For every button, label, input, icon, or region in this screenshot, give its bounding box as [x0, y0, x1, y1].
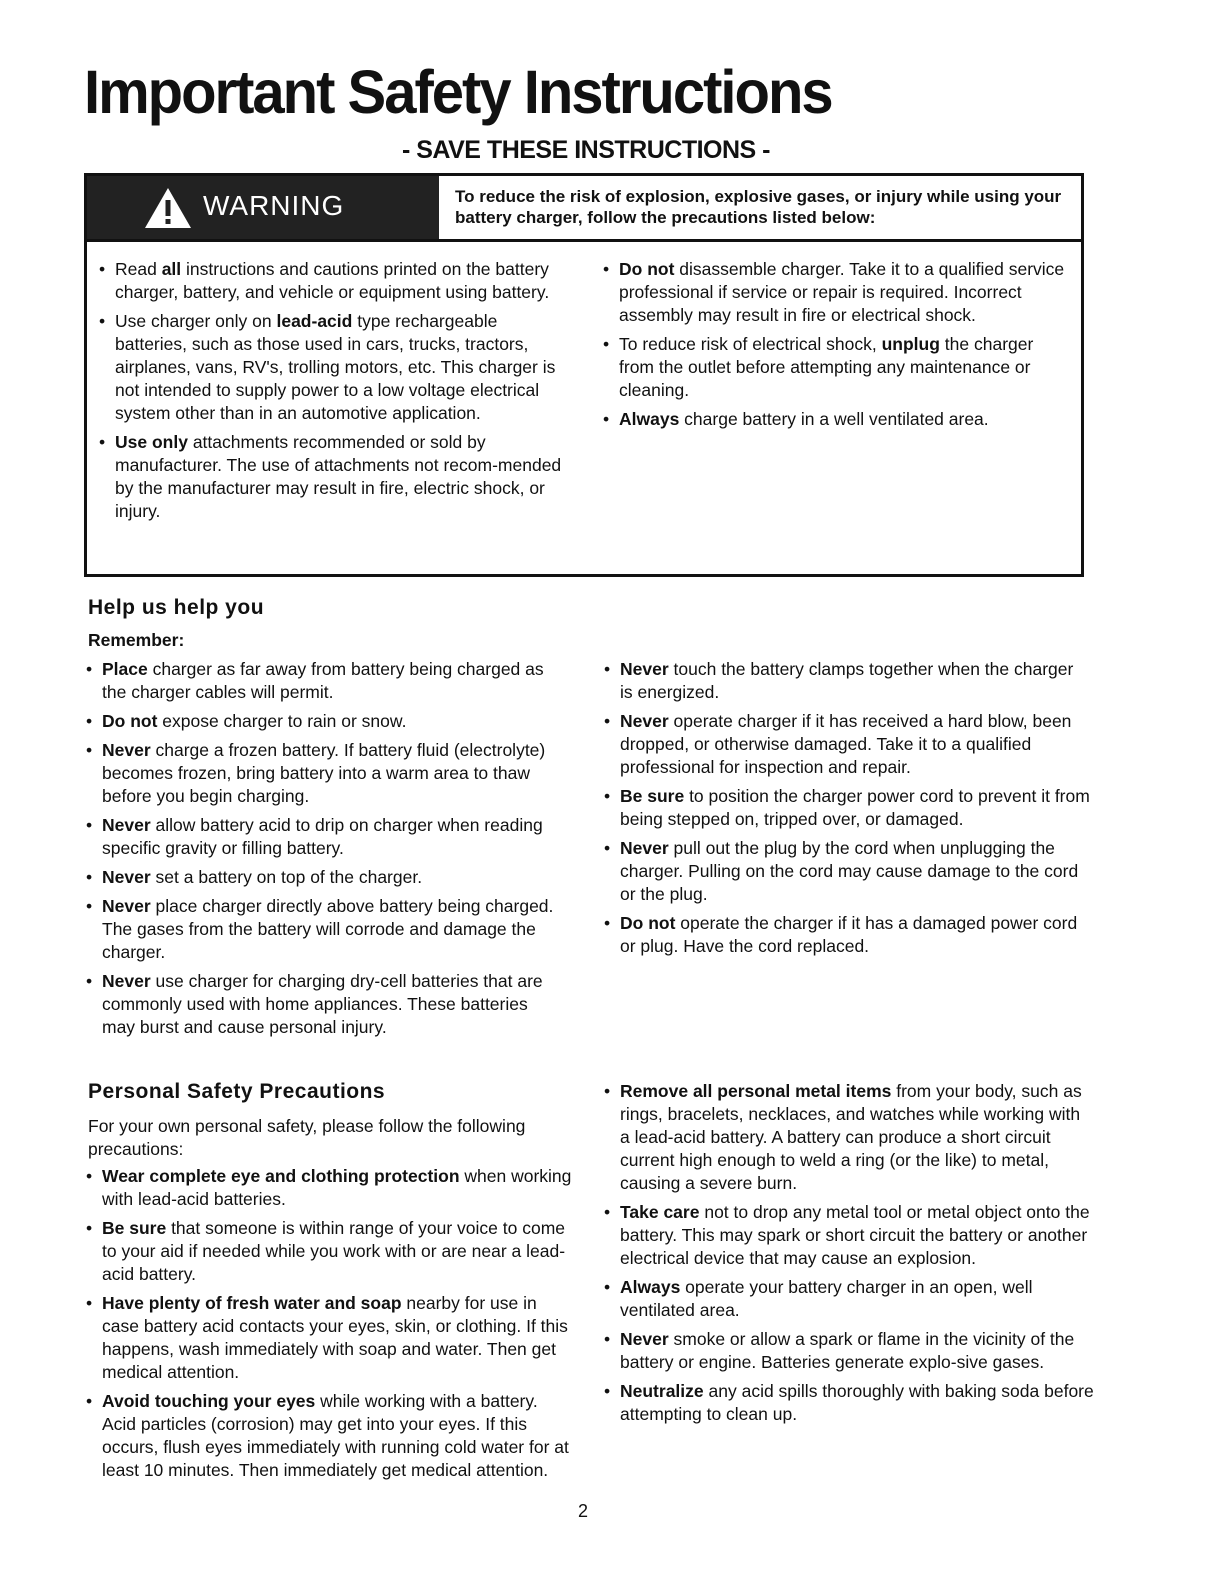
list-item	[99, 310, 574, 425]
page-number: 2	[578, 1501, 589, 1521]
item-emphasis: Do not	[102, 711, 158, 731]
item-emphasis: Always	[619, 409, 680, 429]
item-emphasis: Always	[620, 1277, 681, 1297]
item-text: pull out the plug by the cord when unplugging the charger. Pulling on the cord may cause damage to the cord or the plug.	[620, 838, 1079, 904]
item-text: nearby for use in case battery acid contacts your eyes, skin, or clothing. If this happens, wash immediately with soap and water. Then get medical attention.	[102, 1293, 568, 1382]
personal-right-list	[604, 1080, 1094, 1426]
list-item	[86, 710, 556, 733]
list-item	[603, 333, 1073, 402]
item-text: operate the charger if it has a damaged power cord or plug. Have the cord replaced.	[620, 913, 1078, 956]
item-emphasis: unplug	[881, 334, 940, 354]
item-text: Read	[115, 259, 162, 279]
item-emphasis: Never	[620, 711, 669, 731]
list-item	[86, 658, 556, 704]
item-emphasis: Be sure	[620, 786, 685, 806]
list-item	[86, 1217, 572, 1286]
item-text: that someone is within range of your voice to come to your aid if needed while you work with or are near a lead-acid battery.	[102, 1218, 566, 1284]
item-emphasis: Never	[102, 815, 151, 835]
item-emphasis: all	[161, 259, 182, 279]
remember-label: Remember:	[88, 630, 185, 650]
list-item	[99, 431, 574, 523]
help-left-column	[86, 658, 556, 1045]
item-text: expose charger to rain or snow.	[157, 711, 407, 731]
list-item	[604, 1080, 1094, 1195]
help-right-list	[604, 658, 1090, 958]
list-item	[604, 1276, 1094, 1322]
item-text: charge a frozen battery. If battery fluid (electrolyte) becomes frozen, bring battery into a warm area to thaw before you begin charging.	[102, 740, 546, 806]
item-emphasis: Have plenty of fresh water and soap	[102, 1293, 402, 1313]
item-text: disassemble charger. Take it to a qualified service professional if service or repair is required. Incorrect assembly may result in fire or electrical shock.	[619, 259, 1065, 325]
item-text: from your body, such as rings, bracelets, necklaces, and watches while working with a lead-acid battery. A battery can produce a short circuit current high enough to weld a ring (or the like) to metal, causing a severe burn.	[620, 1081, 1082, 1193]
item-emphasis: Place	[102, 659, 148, 679]
warning-header	[87, 176, 1081, 242]
item-text: use charger for charging dry-cell batteries that are commonly used with home appliances. These batteries may burst and cause personal injury.	[102, 971, 543, 1037]
item-text: the charger from the outlet before attempting any maintenance or cleaning.	[619, 334, 1034, 400]
item-emphasis: Never	[620, 659, 669, 679]
personal-left-column	[86, 1165, 572, 1488]
list-item	[99, 258, 574, 304]
list-item	[604, 710, 1090, 779]
warning-label: WARNING	[203, 190, 345, 221]
item-text: any acid spills thoroughly with baking soda before attempting to clean up.	[620, 1381, 1094, 1424]
list-item	[86, 1165, 572, 1211]
page-subtitle: - SAVE THESE INSTRUCTIONS -	[401, 136, 770, 164]
warning-right-column	[603, 258, 1073, 437]
help-section-title: Help us help you	[88, 596, 265, 619]
item-text: place charger directly above battery being charged. The gases from the battery will corrode and damage the charger.	[102, 896, 554, 962]
item-text: to position the charger power cord to prevent it from being stepped on, tripped over, or damaged.	[620, 786, 1090, 829]
help-left-list	[86, 658, 556, 1039]
item-emphasis: Never	[102, 971, 151, 991]
item-emphasis: Neutralize	[620, 1381, 704, 1401]
warning-left-column	[99, 258, 574, 529]
item-emphasis: Do not	[620, 913, 676, 933]
list-item	[604, 1328, 1094, 1374]
list-item	[86, 1390, 572, 1482]
item-emphasis: Never	[620, 1329, 669, 1349]
item-text: charge battery in a well ventilated area.	[679, 409, 989, 429]
warning-badge	[87, 176, 439, 239]
item-emphasis: Remove all personal metal items	[620, 1081, 892, 1101]
warning-right-list	[603, 258, 1073, 431]
list-item	[604, 1201, 1094, 1270]
warning-triangle-icon	[143, 186, 193, 230]
item-emphasis: Never	[102, 896, 151, 916]
page-title: Important Safety Instructions	[84, 58, 832, 127]
help-right-column	[604, 658, 1090, 964]
item-text: not to drop any metal tool or metal object onto the battery. This may spark or short circuit the battery or another electrical device that may cause an explosion.	[620, 1202, 1090, 1268]
list-item	[86, 814, 556, 860]
item-emphasis: Never	[102, 867, 151, 887]
item-text: allow battery acid to drip on charger when reading specific gravity or filling battery.	[102, 815, 543, 858]
item-text: smoke or allow a spark or flame in the vicinity of the battery or engine. Batteries generate explo-sive gases.	[620, 1329, 1075, 1372]
item-emphasis: Avoid touching your eyes	[102, 1391, 316, 1411]
list-item	[86, 970, 556, 1039]
item-text: attachments recommended or sold by manufacturer. The use of attachments not recom-mended by the manufacturer may result in fire, electric shock, or injury.	[115, 432, 562, 521]
item-text: type rechargeable batteries, such as those used in cars, trucks, tractors, airplanes, vans, RV's, trolling motors, etc. This charger is not intended to supply power to a low voltage electrical system other than in an automotive application.	[115, 311, 556, 423]
item-emphasis: Be sure	[102, 1218, 167, 1238]
personal-intro: For your own personal safety, please follow the following precautions:	[88, 1116, 526, 1159]
item-text: set a battery on top of the charger.	[150, 867, 423, 887]
item-text: when working with lead-acid batteries.	[102, 1166, 572, 1209]
item-text: To reduce risk of electrical shock,	[619, 334, 882, 354]
list-item	[603, 258, 1073, 327]
warning-box	[84, 173, 1084, 577]
item-emphasis: Wear complete eye and clothing protection	[102, 1166, 460, 1186]
list-item	[86, 895, 556, 964]
warning-left-list	[99, 258, 574, 523]
list-item	[86, 866, 556, 889]
list-item	[86, 1292, 572, 1384]
item-text: charger as far away from battery being charged as the charger cables will permit.	[102, 659, 544, 702]
list-item	[604, 1380, 1094, 1426]
item-text: Use charger only on	[115, 311, 277, 331]
list-item	[604, 912, 1090, 958]
item-emphasis: Take care	[620, 1202, 700, 1222]
list-item	[604, 658, 1090, 704]
list-item	[603, 408, 1073, 431]
item-emphasis: Never	[102, 740, 151, 760]
personal-right-column	[604, 1080, 1094, 1432]
list-item	[604, 785, 1090, 831]
warning-text: To reduce the risk of explosion, explosive gases, or injury while using your battery charger, follow the precautions listed below:	[455, 187, 1062, 227]
item-text: operate your battery charger in an open, well ventilated area.	[620, 1277, 1033, 1320]
item-emphasis: Do not	[619, 259, 675, 279]
item-text: instructions and cautions printed on the battery charger, battery, and vehicle or equipment using battery.	[115, 259, 550, 302]
item-emphasis: Never	[620, 838, 669, 858]
list-item	[604, 837, 1090, 906]
personal-section-title: Personal Safety Precautions	[88, 1080, 386, 1103]
item-emphasis: lead-acid	[276, 311, 353, 331]
item-emphasis: Use only	[115, 432, 188, 452]
item-text: operate charger if it has received a hard blow, been dropped, or otherwise damaged. Take it to a qualified professional for inspection and repair.	[620, 711, 1072, 777]
personal-left-list	[86, 1165, 572, 1482]
item-text: touch the battery clamps together when the charger is energized.	[620, 659, 1074, 702]
item-text: while working with a battery. Acid particles (corrosion) may get into your eyes. If this occurs, flush eyes immediately with running cold water for at least 10 minutes. Then immediately get medical attention.	[102, 1391, 569, 1480]
list-item	[86, 739, 556, 808]
